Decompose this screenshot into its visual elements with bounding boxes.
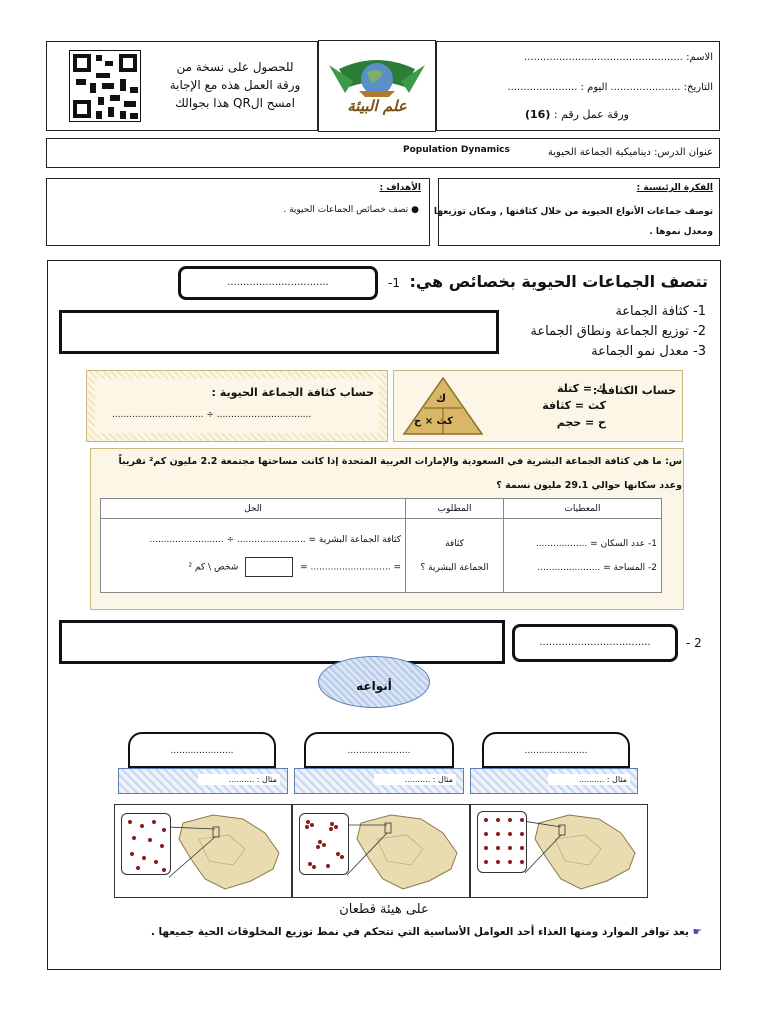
qr-panel (46, 41, 318, 131)
day-field[interactable]: ...................... (507, 82, 578, 93)
types-label: أنواعه (356, 679, 392, 693)
density-problem-table (100, 498, 662, 593)
saudi-map-icon (347, 809, 467, 895)
qr-code (69, 50, 141, 122)
type-box-left[interactable] (128, 732, 276, 768)
qr-text-line2: ورقة العمل هذه مع الإجابة (169, 78, 301, 92)
density-def-density: كث = كثافة (542, 399, 606, 412)
name-field[interactable]: .................................................. (523, 52, 683, 63)
triangle-bottom: كث × ح (414, 416, 453, 427)
col-required: المطلوب (406, 499, 504, 519)
solution-answer-box[interactable] (245, 557, 293, 577)
bullet-icon: ● (411, 205, 419, 215)
type-box-middle[interactable] (304, 732, 454, 768)
logo-text: علم البيئة (347, 97, 407, 115)
population-density-box (86, 370, 388, 442)
density-label: حساب الكثافة : (592, 384, 676, 397)
main-idea-line2: ومعدل نموها . (649, 227, 713, 237)
solution-line1[interactable]: كثافة الجماعة البشرية = ........................ ÷ .......................... (149, 534, 401, 545)
worksheet-number: (16) (525, 108, 551, 121)
objective-item: تصف خصائص الجماعات الحيوية . (283, 205, 409, 215)
logo-panel (318, 40, 436, 132)
section2-answer-box[interactable] (512, 624, 678, 662)
density-def-volume: ح = حجم (556, 416, 606, 429)
uniform-inset (477, 811, 527, 873)
example-left[interactable]: مثال : .......... (198, 774, 280, 785)
main-idea-box (433, 178, 720, 246)
density-def-mass: ك = كتلة (556, 382, 606, 395)
type-dots-left: ...................... (170, 746, 234, 756)
population-density-formula[interactable]: ................................ ÷ ................................. (112, 410, 312, 420)
question-line1: س: ما هي كثافة الجماعة البشرية في السعودية والإمارات العربية المتحدة إذا كانت مساحتها مجتمعة 2.2 مليون كم² تقريباً (118, 456, 682, 467)
required-line2: الجماعة البشرية ؟ (420, 562, 489, 573)
map-panel-middle (292, 804, 470, 898)
worksheet-label: ورقة عمل رقم : (553, 108, 629, 121)
property-distribution: 2- توزيع الجماعة ونطاق الجماعة (530, 324, 706, 339)
type-box-right[interactable] (482, 732, 630, 768)
student-info-panel (436, 41, 720, 131)
objectives-heading: الأهداف : (379, 183, 421, 193)
property-density: 1- كثافة الجماعة (615, 304, 706, 319)
qr-text-line3: امسح الQR هذا بجوالك (175, 96, 295, 110)
triangle-top: ك (436, 392, 447, 405)
lesson-title: عنوان الدرس: ديناميكية الجماعة الحيوية (547, 147, 713, 158)
name-label: الاسم: (686, 52, 713, 63)
type-dots-middle: ...................... (347, 746, 411, 756)
section1-answer-dots: ................................ (227, 277, 329, 288)
lesson-title-en: Population Dynamics (403, 145, 510, 155)
saudi-map-icon (525, 809, 645, 895)
qr-text-line1: للحصول على نسخة من (176, 60, 294, 74)
types-oval (318, 656, 430, 708)
property-growth: 3- معدل نمو الجماعة (591, 344, 706, 359)
section1-answer-box[interactable] (178, 266, 378, 300)
section2-answer-dots: ................................... (539, 637, 651, 648)
given-area[interactable]: 2- المساحة = ...................... (537, 562, 657, 573)
section2-definition-box[interactable] (59, 620, 505, 664)
logo-image (319, 41, 435, 131)
density-triangle-icon (402, 376, 484, 436)
date-label: التاريخ: (683, 82, 713, 93)
section1-title: تتصف الجماعات الحيوية بخصائص هي: (409, 272, 708, 291)
section2-number: - 2 (686, 636, 702, 650)
given-population[interactable]: 1- عدد السكان = .................. (535, 538, 657, 549)
solution-line2[interactable]: = ............................ = (300, 562, 401, 572)
note-text: يعد توافر الموارد ومنها الغذاء أحد العوامل الأساسية التي تتحكم في نمط توزيع المخلوقات الحية جميعها . (150, 926, 689, 938)
map-caption: على هيئة قطعان (339, 902, 429, 917)
clumped-inset (121, 813, 171, 875)
pointer-icon: ☛ (692, 926, 702, 938)
main-idea-heading: الفكرة الرئيسية : (636, 183, 713, 193)
section1-number: 1- (388, 276, 400, 290)
population-density-title: حساب كثافة الجماعة الحيوية : (211, 386, 374, 399)
map-panel-right (470, 804, 648, 898)
example-middle[interactable]: مثال : .......... (374, 774, 456, 785)
main-idea-line1: توصف جماعات الأنواع الحيوية من خلال كثافتها , ومكان توزيعها (433, 207, 713, 217)
example-right[interactable]: مثال : .......... (548, 774, 630, 785)
required-line1: كثافة (445, 538, 464, 549)
col-given: المعطيات (504, 499, 662, 519)
col-solution: الحل (101, 499, 406, 519)
question-line2: وعدد سكانها حوالي 29.1 مليون نسمة ؟ (496, 480, 682, 491)
date-field[interactable]: ...................... (610, 82, 681, 93)
type-dots-right: ...................... (524, 746, 588, 756)
lesson-title-bar (46, 138, 720, 168)
property-answer-box[interactable] (59, 310, 499, 354)
objectives-box (46, 178, 430, 246)
saudi-map-icon (169, 809, 289, 895)
solution-unit: شخص \ كم ² (188, 562, 239, 572)
clumped-groups-inset (299, 813, 349, 875)
map-panel-left (114, 804, 292, 898)
day-label: اليوم : (580, 82, 608, 93)
